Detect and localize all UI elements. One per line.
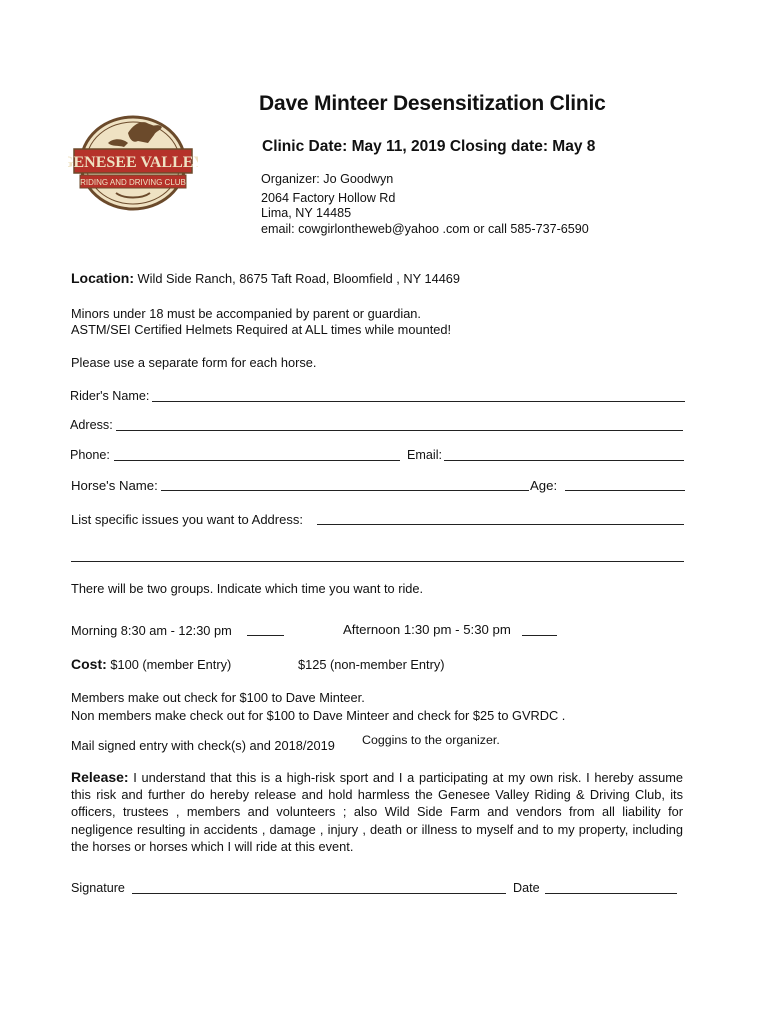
phone-label: Phone: [70,448,110,462]
cost-member: $100 (member Entry) [106,657,232,672]
date-field[interactable] [545,882,677,894]
location-value: Wild Side Ranch, 8675 Taft Road, Bloomfield , NY 14469 [134,271,461,286]
coggins-note: Coggins to the organizer. [362,733,500,747]
separate-form-notice: Please use a separate form for each horse. [71,355,317,370]
location-line [71,270,460,286]
logo-line2: RIDING AND DRIVING CLUB [80,178,186,187]
age-field[interactable] [565,479,685,491]
morning-option-field[interactable] [247,624,284,636]
release-paragraph [71,769,683,855]
organizer-contact: email: cowgirlontheweb@yahoo .com or call 585-737-6590 [261,222,589,236]
signature-label: Signature [71,881,125,895]
page-title: Dave Minteer Desensitization Clinic [259,92,606,115]
club-logo-graphic [68,113,198,213]
clinic-dates: Clinic Date: May 11, 2019 Closing date: May 8 [262,138,596,155]
organizer-address-line1: 2064 Factory Hollow Rd [261,191,396,205]
release-text: I understand that this is a high-risk sport and I a participating at my own risk. I hereby assume this risk and further do hereby release and hold harmless the Genesee Valley Riding & Driving Club, its officers, trustees , members and volunteers ; also Wild Side Farm and vendors from all liability for negligence resulting in accidents , damage , injury , death or illness to myself and to my property, including the horses or horses which I will ride at this event. [71,770,683,854]
organizer-address-line2: Lima, NY 14485 [261,206,352,220]
email-label: Email: [407,448,442,462]
age-label: Age: [530,478,558,493]
groups-intro: There will be two groups. Indicate which time you want to ride. [71,581,424,596]
issues-field[interactable] [317,513,684,525]
issues-label: List specific issues you want to Address: [71,512,303,527]
mail-entry-note: Mail signed entry with check(s) and 2018/2019 [71,738,335,753]
club-logo [68,113,198,213]
signature-field[interactable] [132,882,506,894]
date-label: Date [513,881,540,895]
morning-option-label: Morning 8:30 am - 12:30 pm [71,623,232,638]
nonmembers-check-note: Non members make check out for $100 to Dave Minteer and check for $25 to GVRDC . [71,708,566,723]
location-label: Location: [71,270,134,286]
organizer: Organizer: Jo Goodwyn [261,172,394,186]
helmet-notice: ASTM/SEI Certified Helmets Required at ALL times while mounted! [71,322,452,337]
email-field[interactable] [444,449,684,461]
issues-field-line2[interactable] [71,550,684,562]
minors-notice: Minors under 18 must be accompanied by parent or guardian. [71,306,421,321]
cost-nonmember: $125 (non-member Entry) [298,657,445,672]
horse-name-label: Horse's Name: [71,478,158,493]
horse-name-field[interactable] [161,479,529,491]
afternoon-option-field[interactable] [522,624,557,636]
rider-name-field[interactable] [152,390,685,402]
logo-line1: GENESEE VALLEY [68,154,198,171]
phone-field[interactable] [114,449,400,461]
release-label: Release: [71,769,129,785]
cost-label: Cost: [71,656,107,672]
afternoon-option-label: Afternoon 1:30 pm - 5:30 pm [343,622,511,637]
cost-line [71,656,231,672]
members-check-note: Members make out check for $100 to Dave Minteer. [71,690,365,705]
address-label: Adress: [70,418,113,432]
address-field[interactable] [116,419,683,431]
rider-name-label: Rider's Name: [70,389,150,403]
